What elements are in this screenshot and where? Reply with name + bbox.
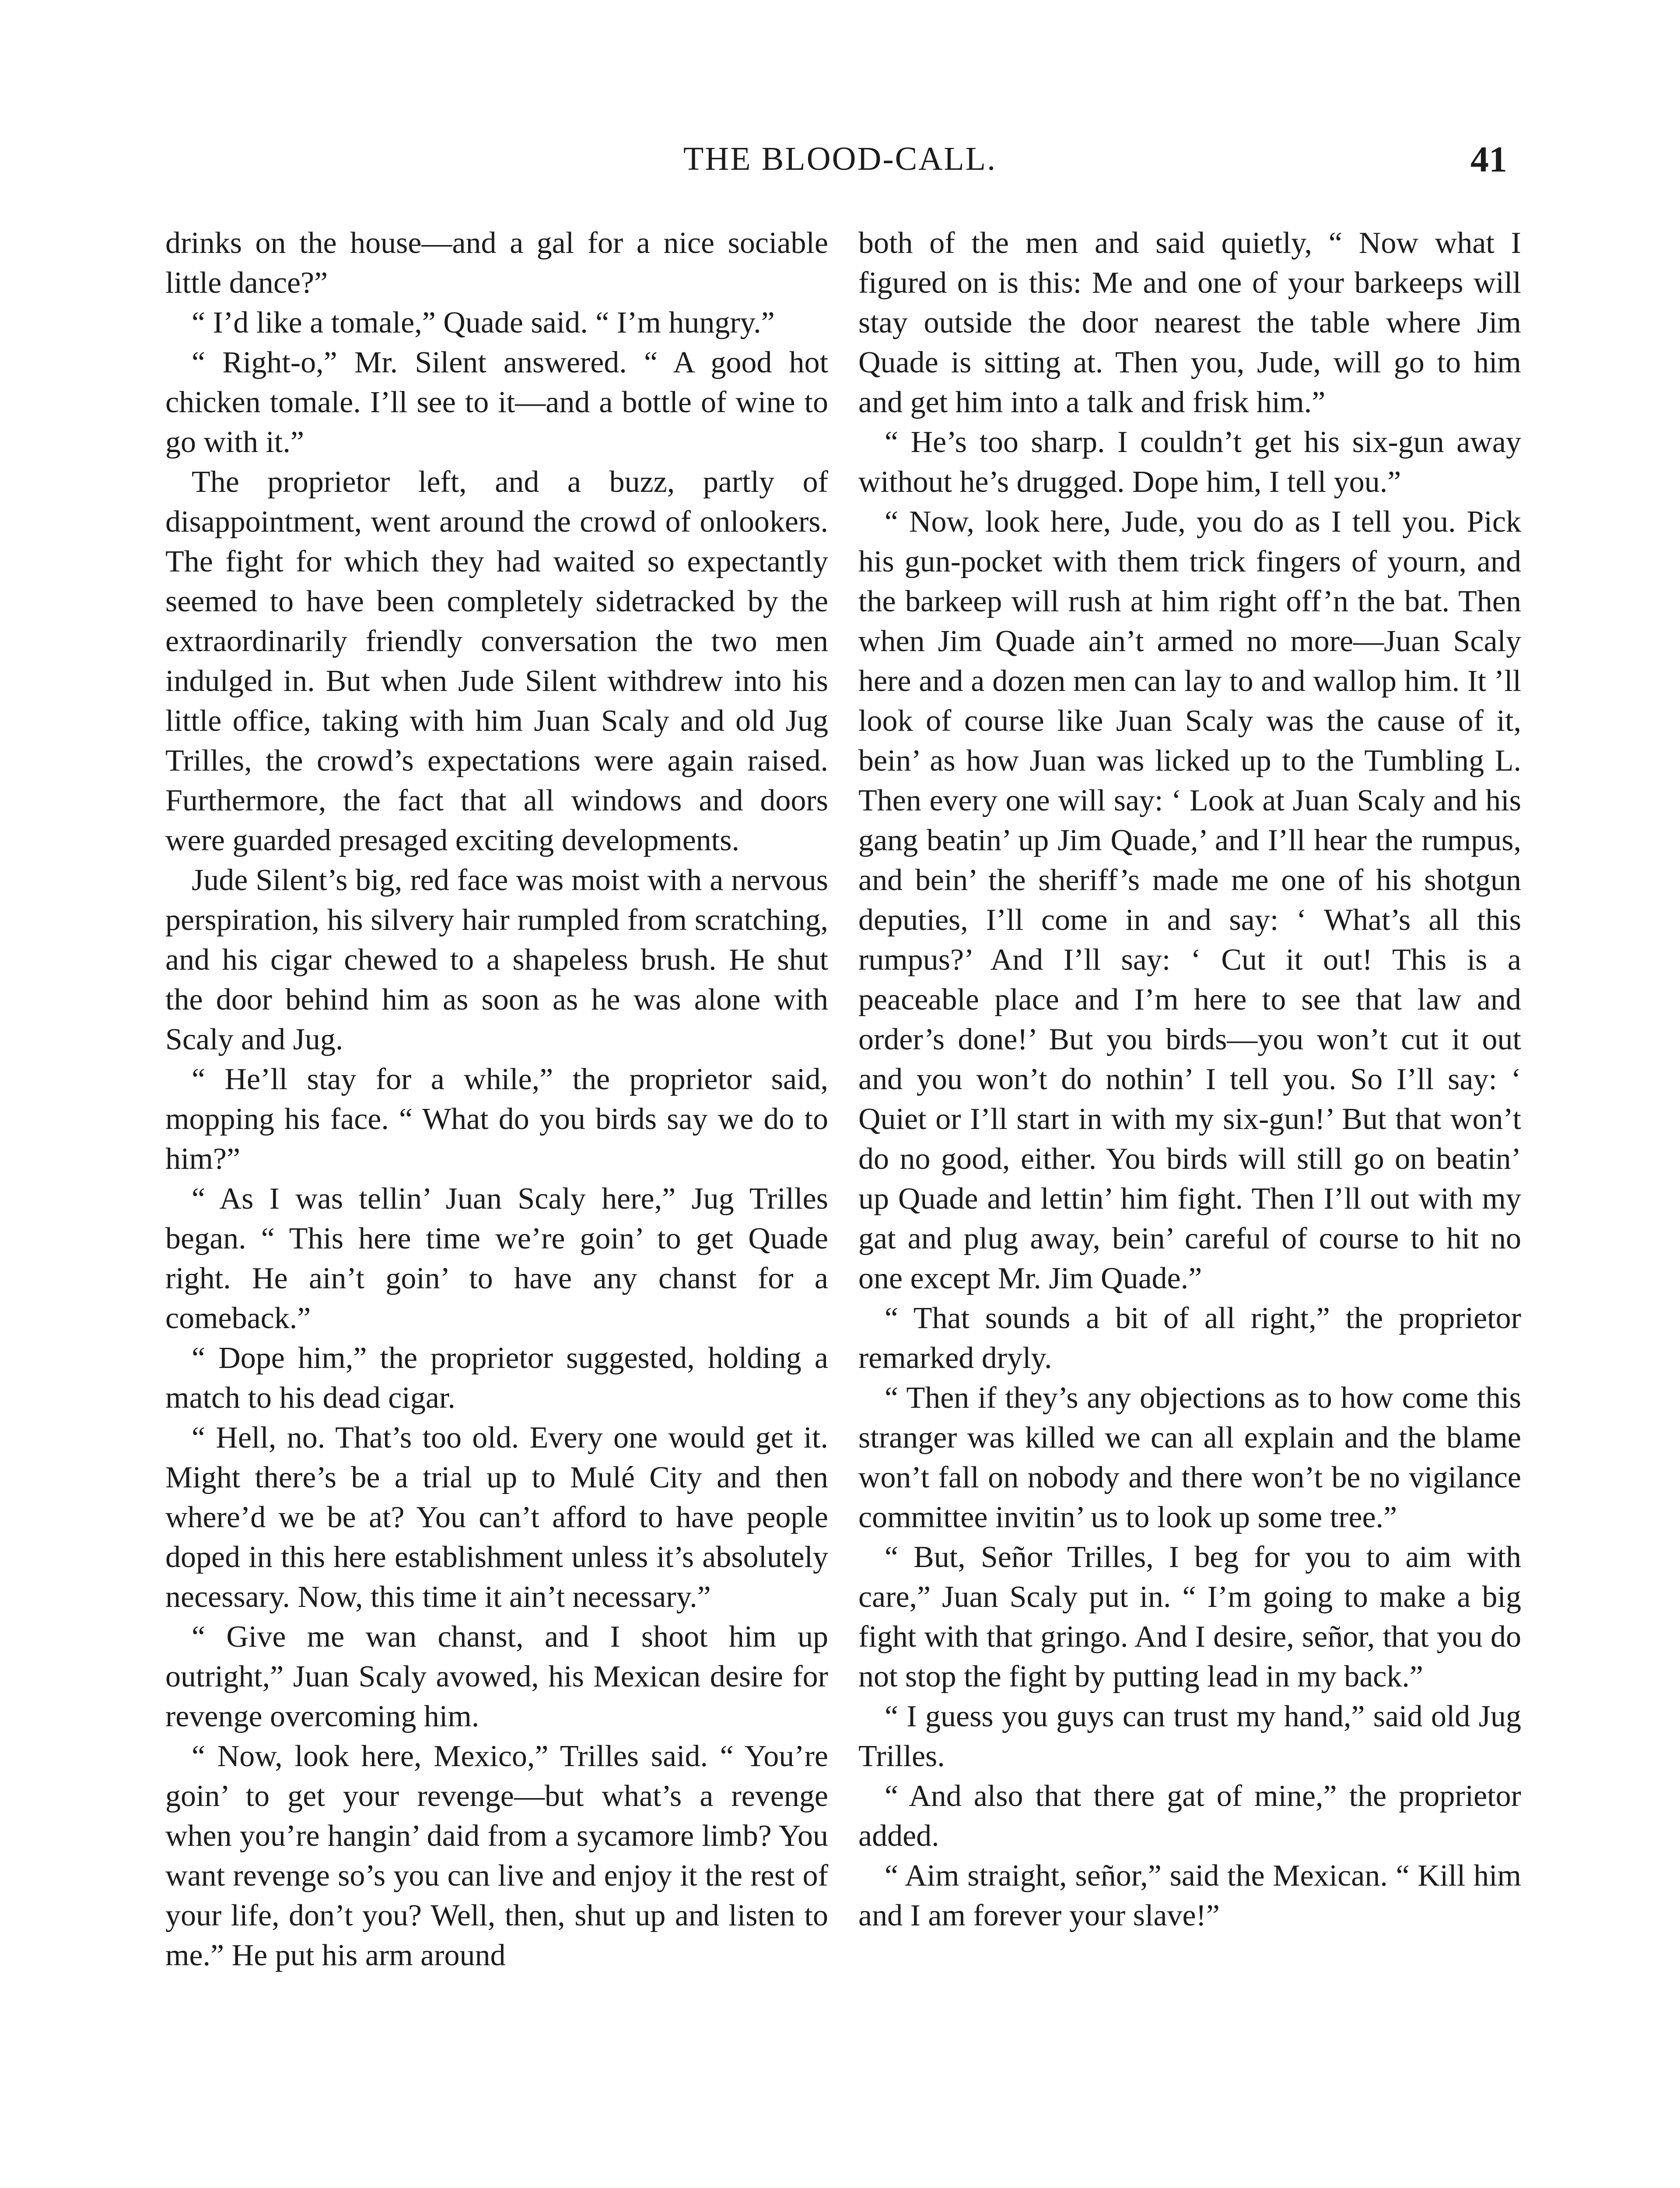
paragraph: drinks on the house—and a gal for a nice sociable little dance?” bbox=[165, 226, 828, 300]
paragraph: “ That sounds a bit of all right,” the proprietor remarked dryly. bbox=[858, 1301, 1521, 1375]
paragraph: “ Then if they’s any objections as to how come this stranger was killed we can all explain and the blame won’t fall on nobody and there won’t be no vigilance committee invitin’ us to look up some tree.” bbox=[858, 1381, 1521, 1534]
paragraph: both of the men and said quietly, “ Now what I figured on is this: Me and one of your barkeeps will stay outside the door nearest the table where Jim Quade is sitting at. Then you, Jude, will go to him and get him into a talk and frisk him.” bbox=[858, 226, 1521, 419]
paragraph: “ Dope him,” the proprietor suggested, holding a match to his dead cigar. bbox=[165, 1341, 828, 1415]
paragraph: “ Aim straight, señor,” said the Mexican. “ Kill him and I am forever your slave!” bbox=[858, 1859, 1521, 1932]
paragraph: “ He’s too sharp. I couldn’t get his six-gun away without he’s drugged. Dope him, I tell you.” bbox=[858, 425, 1521, 499]
paragraph: “ Give me wan chanst, and I shoot him up outright,” Juan Scaly avowed, his Mexican desire for revenge overcoming him. bbox=[165, 1620, 828, 1733]
running-title: THE BLOOD-CALL. bbox=[683, 140, 997, 177]
left-column bbox=[165, 223, 828, 1975]
page-number: 41 bbox=[1470, 139, 1507, 180]
paragraph: “ Hell, no. That’s too old. Every one would get it. Might there’s be a trial up to Mulé City and then where’d we be at? You can’t afford to have people doped in this here establishment unless it’s absolutely necessary. Now, this time it ain’t necessary.” bbox=[165, 1421, 828, 1614]
paragraph: “ Now, look here, Mexico,” Trilles said. “ You’re goin’ to get your revenge—but what’s a revenge when you’re hangin’ daid from a sycamore limb? You want revenge so’s you can live and enjoy it the rest of your life, don’t you? Well, then, shut up and listen to me.” He put his arm around bbox=[165, 1739, 828, 1972]
paragraph: “ I’d like a tomale,” Quade said. “ I’m hungry.” bbox=[192, 306, 775, 340]
paragraph: The proprietor left, and a buzz, partly of disappointment, went around the crowd of onlookers. The fight for which they had waited so expectantly seemed to have been completely sidetracked by the extraordinarily friendly conversation the two men indulged in. But when Jude Silent withdrew into his little office, taking with him Juan Scaly and old Jug Trilles, the crowd’s expectations were again raised. Furthermore, the fact that all windows and doors were guarded presaged exciting developments. bbox=[165, 465, 828, 857]
paragraph: “ He’ll stay for a while,” the proprietor said, mopping his face. “ What do you birds say we do to him?” bbox=[165, 1062, 828, 1176]
paragraph: “ I guess you guys can trust my hand,” said old Jug Trilles. bbox=[858, 1700, 1521, 1773]
paragraph: “ But, Señor Trilles, I beg for you to aim with care,” Juan Scaly put in. “ I’m going to make a big fight with that gringo. And I desire, señor, that you do not stop the fight by putting lead in my back.” bbox=[858, 1540, 1521, 1694]
paragraph: “ Now, look here, Jude, you do as I tell you. Pick his gun-pocket with them trick fingers of yourn, and the barkeep will rush at him right off’n the bat. Then when Jim Quade ain’t armed no more—Juan Scaly here and a dozen men can lay to and wallop him. It ’ll look of course like Juan Scaly was the cause of it, bein’ as how Juan was licked up to the Tumbling L. Then every one will say: ‘ Look at Juan Scaly and his gang beatin’ up Jim Quade,’ and I’ll hear the rumpus, and bein’ the sheriff’s made me one of his shotgun deputies, I’ll come in and say: ‘ What’s all this rumpus?’ And I’ll say: ‘ Cut it out! This is a peaceable place and I’m here to see that law and order’s done!’ But you birds—you won’t cut it out and you won’t do nothin’ I tell you. So I’ll say: ‘ Quiet or I’ll start in with my six-gun!’ But that won’t do no good, either. You birds will still go on beatin’ up Quade and lettin’ him fight. Then I’ll out with my gat and plug away, bein’ careful of course to hit no one except Mr. Jim Quade.” bbox=[858, 505, 1521, 1295]
paragraph: “ Right-o,” Mr. Silent answered. “ A good hot chicken tomale. I’ll see to it—and a bottle of wine to go with it.” bbox=[165, 346, 828, 459]
page-header bbox=[0, 140, 1680, 193]
paragraph: “ As I was tellin’ Juan Scaly here,” Jug Trilles began. “ This here time we’re goin’ to get Quade right. He ain’t goin’ to have any chanst for a comeback.” bbox=[165, 1182, 828, 1335]
right-column bbox=[858, 223, 1521, 1936]
paragraph: “ And also that there gat of mine,” the proprietor added. bbox=[858, 1779, 1521, 1853]
paragraph: Jude Silent’s big, red face was moist with a nervous perspiration, his silvery hair rumpled from scratching, and his cigar chewed to a shapeless brush. He shut the door behind him as soon as he was alone with Scaly and Jug. bbox=[165, 863, 828, 1056]
